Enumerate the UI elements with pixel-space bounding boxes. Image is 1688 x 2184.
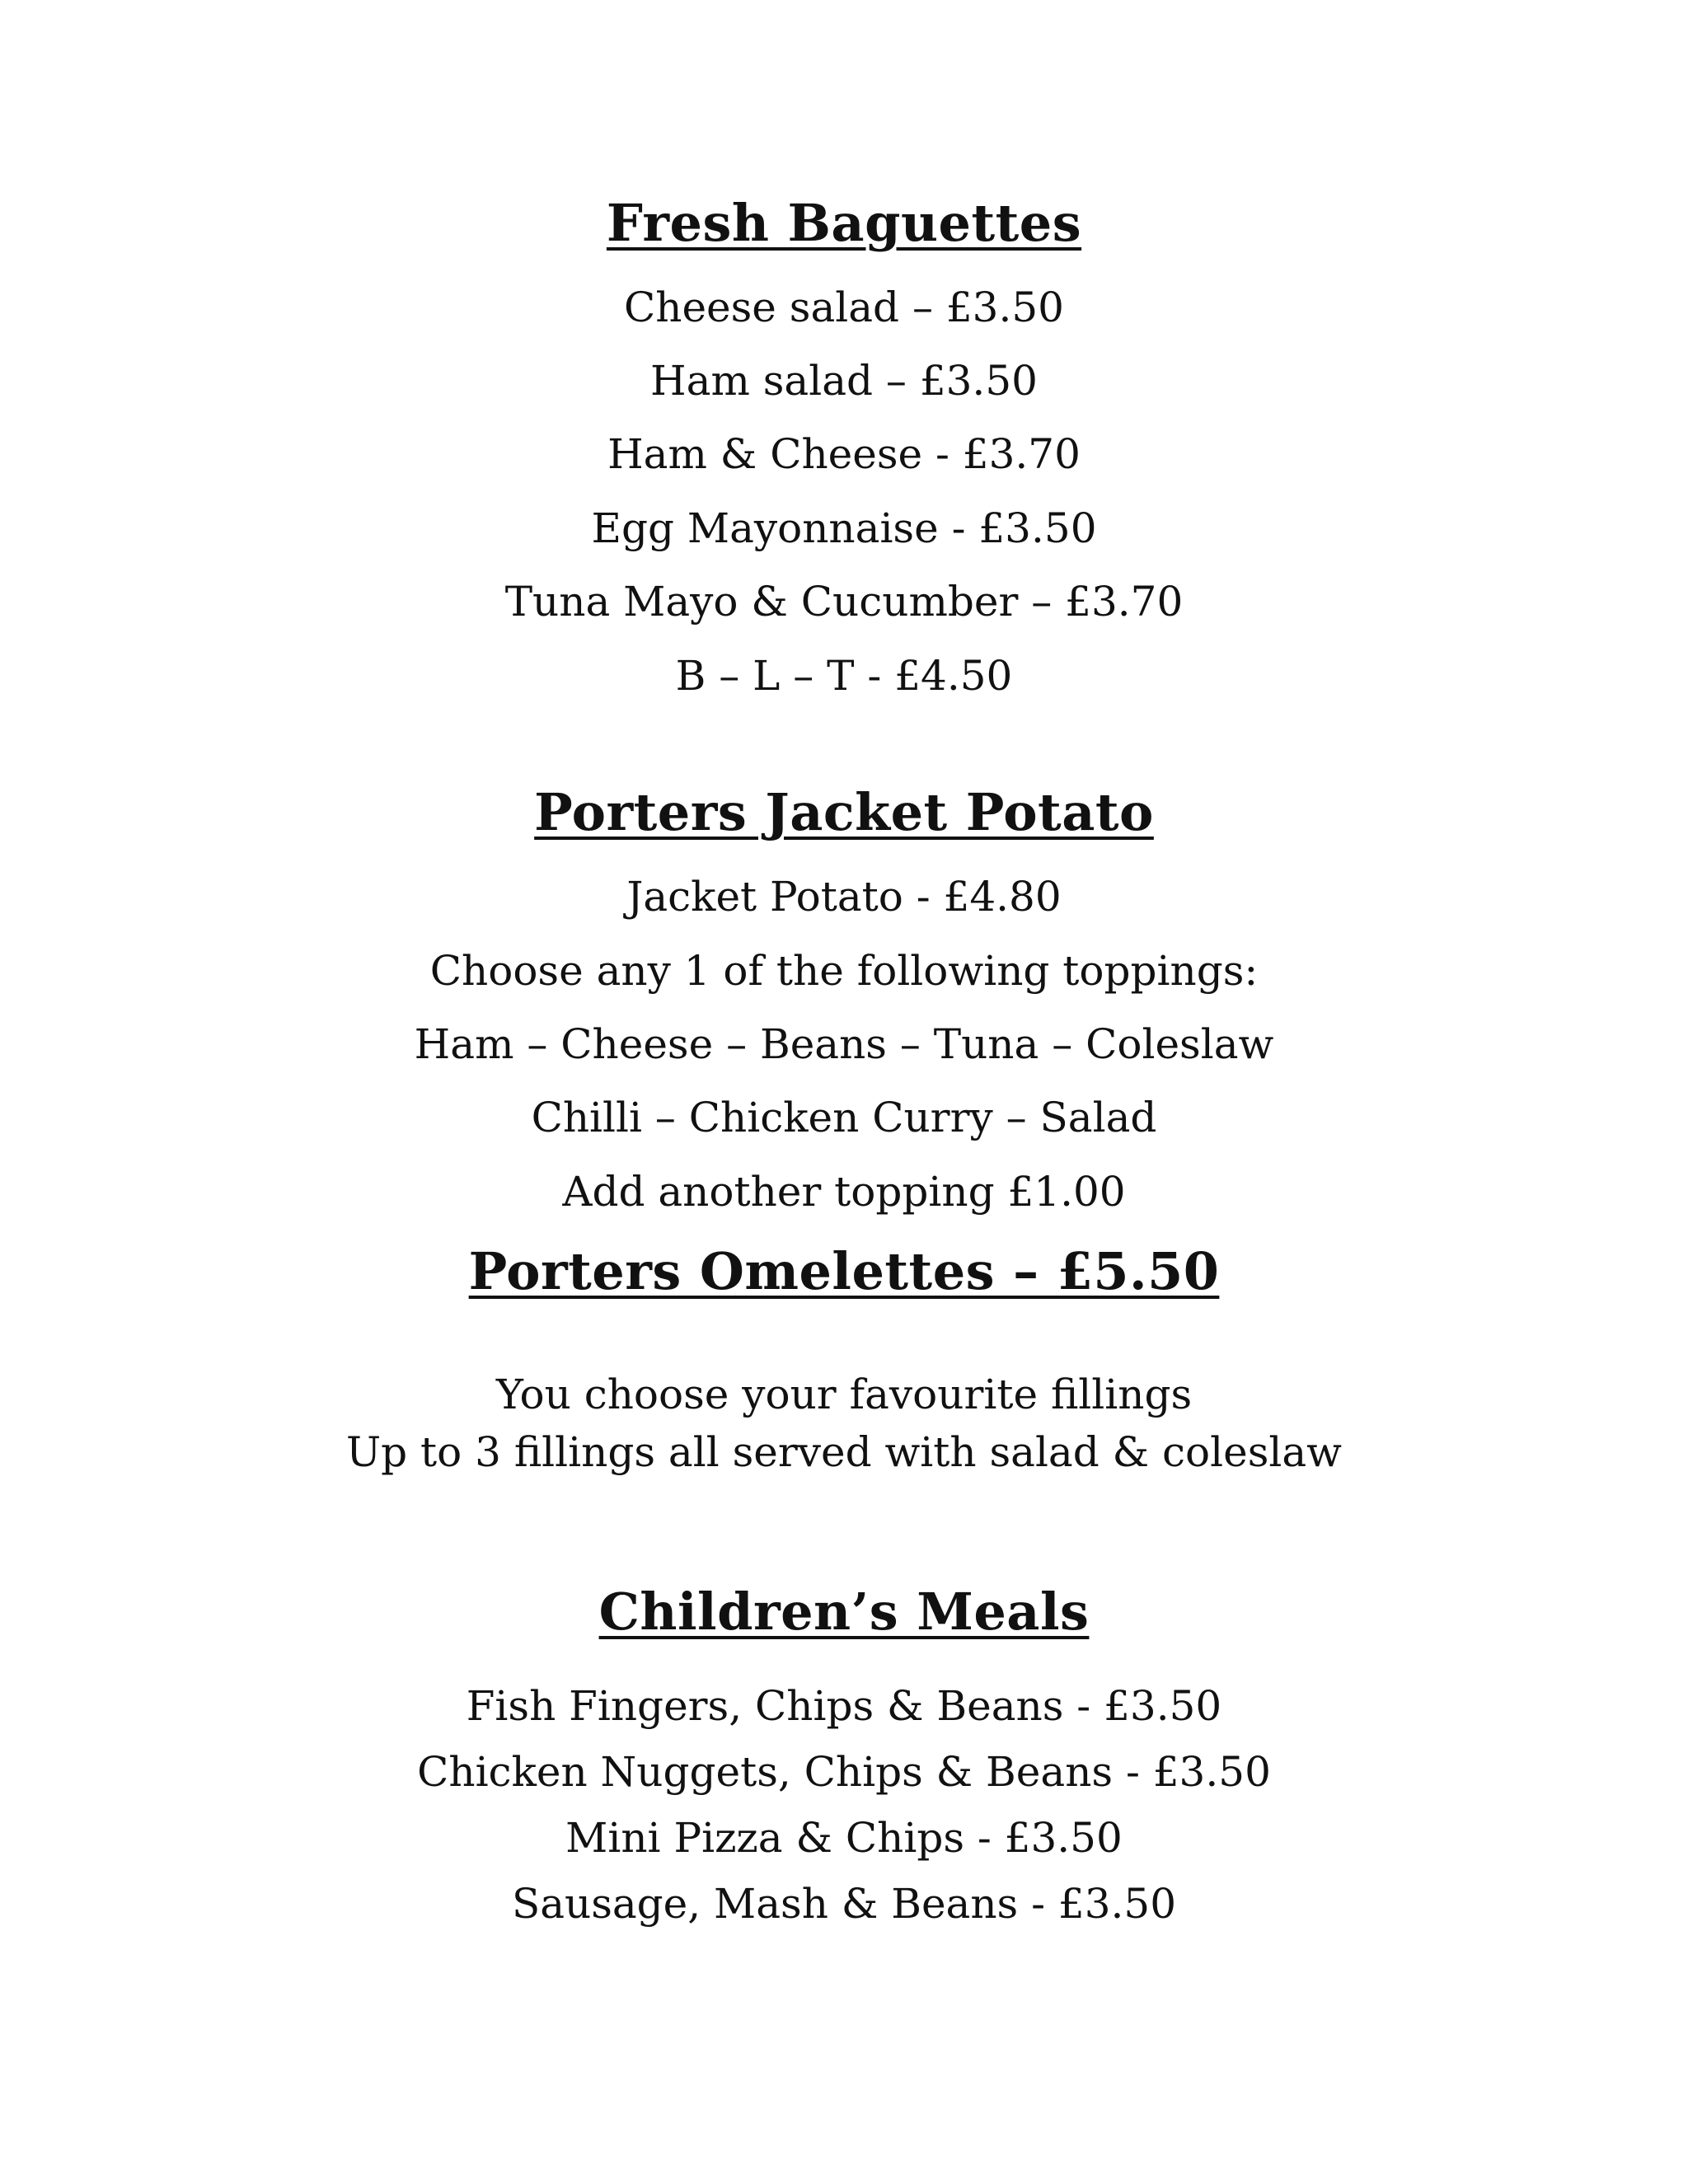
jacket-item: Choose any 1 of the following toppings: [429, 947, 1259, 995]
jacket-item: Add another topping £1.00 [562, 1168, 1126, 1216]
children-item: Mini Pizza & Chips - £3.50 [565, 1814, 1123, 1862]
children-item: Sausage, Mash & Beans - £3.50 [511, 1880, 1177, 1928]
baguette-item: Ham salad – £3.50 [650, 357, 1038, 405]
jacket-item: Ham – Cheese – Beans – Tuna – Coleslaw [414, 1020, 1274, 1068]
baguettes-heading: Fresh Baguettes [606, 193, 1082, 253]
baguette-item: Ham & Cheese - £3.70 [607, 430, 1081, 478]
omelette-item: You choose your favourite fillings [495, 1371, 1193, 1418]
omelette-item: Up to 3 fillings all served with salad & coleslaw [346, 1428, 1342, 1476]
children-heading: Children’s Meals [598, 1582, 1090, 1642]
baguette-item: Cheese salad – £3.50 [624, 284, 1064, 331]
jacket-heading: Porters Jacket Potato [534, 782, 1154, 842]
jacket-item: Jacket Potato - £4.80 [626, 873, 1062, 921]
children-item: Fish Fingers, Chips & Beans - £3.50 [466, 1682, 1222, 1730]
baguette-item: B – L – T - £4.50 [675, 652, 1013, 700]
children-item: Chicken Nuggets, Chips & Beans - £3.50 [417, 1748, 1271, 1796]
baguette-item: Tuna Mayo & Cucumber – £3.70 [504, 578, 1184, 626]
omelettes-heading: Porters Omelettes – £5.50 [468, 1241, 1220, 1301]
jacket-item: Chilli – Chicken Curry – Salad [531, 1094, 1157, 1141]
baguette-item: Egg Mayonnaise - £3.50 [591, 504, 1097, 552]
